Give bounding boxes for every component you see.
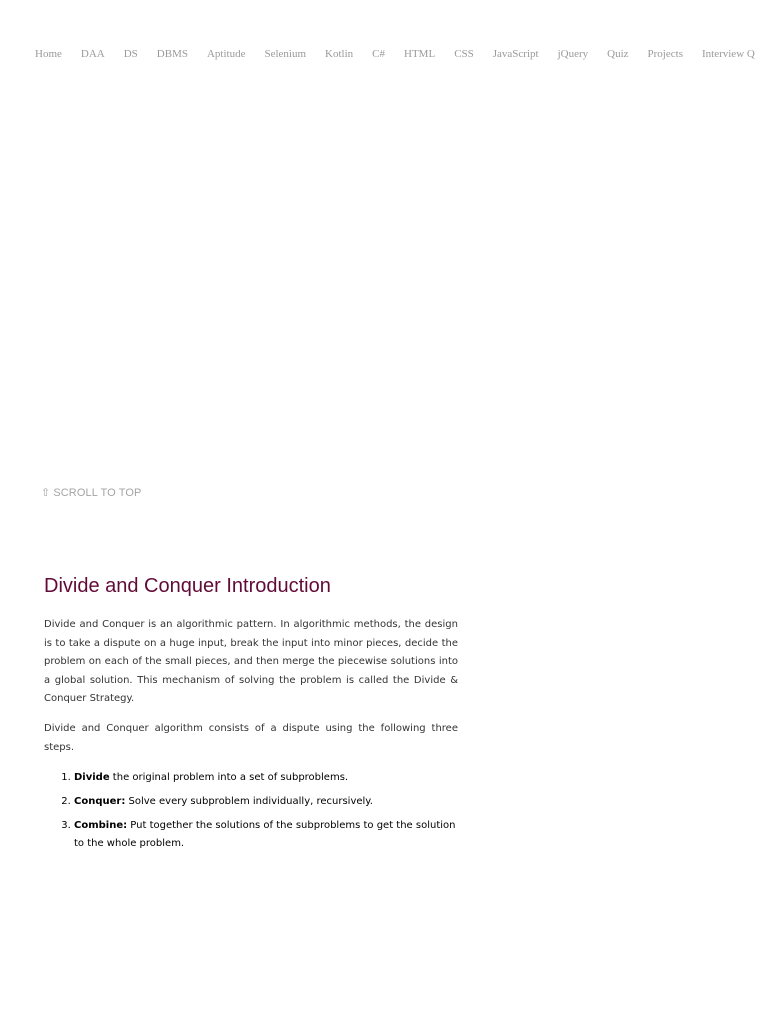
- steps-intro-paragraph: Divide and Conquer algorithm consists of a dispute using the following three steps.: [44, 722, 458, 753]
- list-item: [74, 793, 458, 811]
- list-item: [74, 817, 458, 853]
- step-term: Divide: [74, 772, 110, 784]
- nav-link-csharp[interactable]: C#: [372, 48, 386, 60]
- nav-link-daa[interactable]: DAA: [80, 48, 105, 60]
- nav-link-aptitude[interactable]: Aptitude: [206, 48, 246, 60]
- step-text: Put together the solutions of the subproblems to get the solution to the whole problem.: [74, 820, 456, 850]
- step-text: the original problem into a set of subproblems.: [109, 772, 349, 784]
- article-content: [44, 572, 458, 859]
- list-item: [74, 769, 458, 787]
- up-arrow-icon: ⇧: [41, 487, 51, 499]
- nav-link-projects[interactable]: Projects: [647, 48, 683, 60]
- steps-list: [44, 769, 458, 853]
- nav-link-html[interactable]: HTML: [404, 48, 436, 60]
- top-nav: [35, 46, 755, 62]
- step-term: Conquer:: [74, 796, 126, 808]
- nav-link-interview-q[interactable]: Interview Q: [701, 48, 755, 60]
- nav-link-kotlin[interactable]: Kotlin: [325, 48, 354, 60]
- nav-link-dbms[interactable]: DBMS: [156, 48, 188, 60]
- step-text: Solve every subproblem individually, recursively.: [125, 796, 373, 808]
- nav-link-css[interactable]: CSS: [454, 48, 474, 60]
- nav-link-ds[interactable]: DS: [123, 48, 138, 60]
- nav-link-home[interactable]: Home: [35, 48, 62, 60]
- nav-link-jquery[interactable]: jQuery: [557, 48, 589, 60]
- nav-link-javascript[interactable]: JavaScript: [492, 48, 539, 60]
- page-title: Divide and Conquer Introduction: [44, 575, 331, 597]
- nav-link-selenium[interactable]: Selenium: [264, 48, 307, 60]
- step-term: Combine:: [74, 820, 128, 832]
- scroll-to-top-label: SCROLL TO TOP: [53, 487, 142, 499]
- intro-paragraph: Divide and Conquer is an algorithmic pattern. In algorithmic methods, the design is to take a dispute on a huge input, break the input into minor pieces, decide the problem on each of the small pieces, and then merge the piecewise solutions into a global solution. This mechanism of solving the problem is called the Divide & Conquer Strategy.: [44, 619, 458, 705]
- nav-link-quiz[interactable]: Quiz: [607, 48, 629, 60]
- scroll-to-top-button[interactable]: [41, 486, 141, 500]
